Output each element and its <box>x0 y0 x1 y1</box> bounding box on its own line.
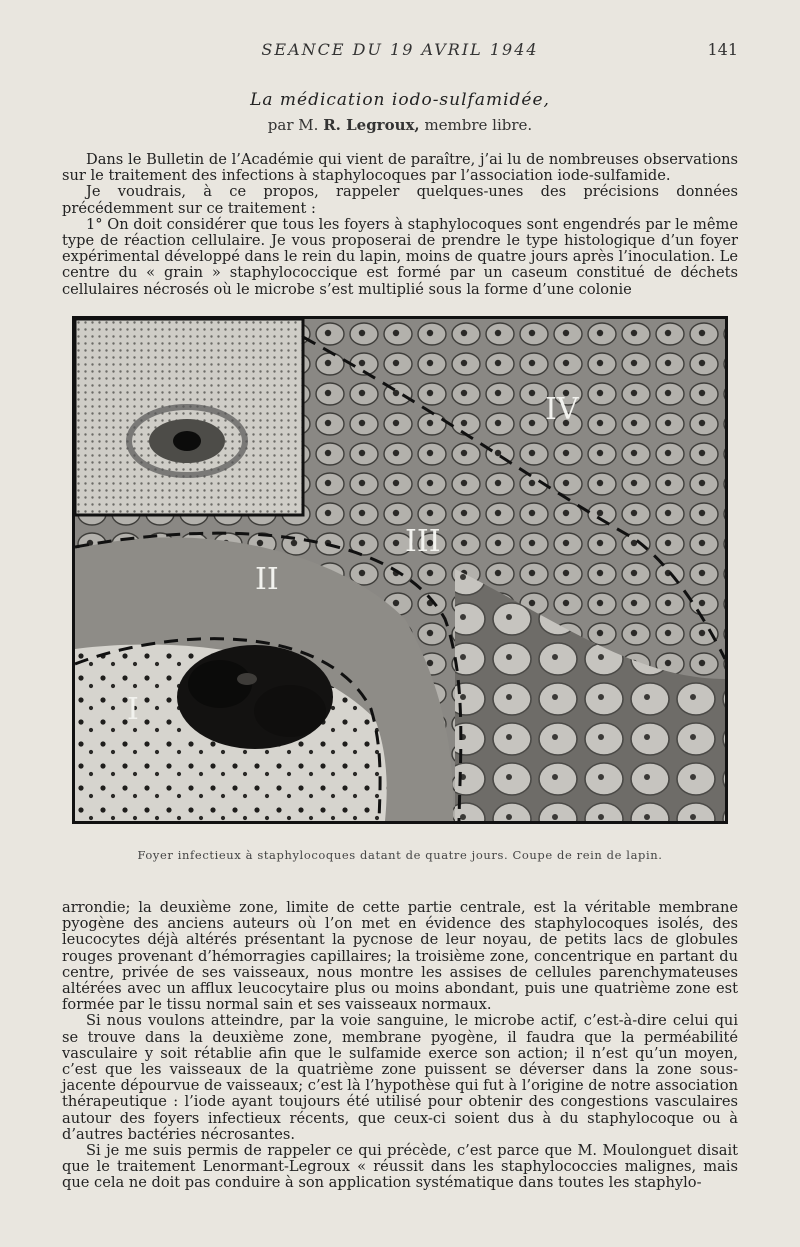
bacterial-colony <box>177 645 333 749</box>
paragraph: Si nous voulons atteindre, par la voie sanguine, le microbe actif, c’est-à-dire celui qui se trouve dans la deuxième zone, membrane pyogène, il faudra que la perméabilité vasculaire y soit rétablie afin que le sulfamide exerce son action; il n’est qu’un moyen, c’est que les vaisseaux de la quatrième zone puissent se déverser dans la zone sous-jacente dépourvue de vaisseaux; c’est là l’hypothèse qui fut à l’origine de notre association thérapeutique : l’iode ayant toujours été utilisé pour obtenir des congestions vasculaires autour des foyers infectieux récents, que ceux-ci soient dus à du staphylocoque ou à d’autres bactéries nécrosantes. <box>62 1012 738 1143</box>
paragraph: Dans le Bulletin de l’Académie qui vient de paraître, j’ai lu de nombreuses observations sur le traitement des infections à staphylocoques par l’association iode-sulfamide. <box>62 151 738 185</box>
figure-caption: Foyer infectieux à staphylocoques datant de quatre jours. Coupe de rein de lapin. <box>137 848 663 862</box>
zone-label-iii: III <box>405 524 441 559</box>
body-text-top <box>62 152 738 298</box>
running-title: SEANCE DU 19 AVRIL 1944 <box>261 40 539 59</box>
article-title: La médication iodo-sulfamidée, <box>250 90 550 110</box>
inset-micrograph <box>75 319 303 515</box>
page-number: 141 <box>707 40 738 59</box>
body-text-bottom <box>62 900 738 1192</box>
byline-suffix: membre libre. <box>424 116 533 134</box>
paragraph: Je voudrais, à ce propos, rappeler quelques-unes des précisions données précédemment sur ce traitement : <box>62 183 738 217</box>
page-header <box>0 40 800 62</box>
paragraph: 1° On doit considérer que tous les foyers à staphylocoques sont engendrés par le même type de réaction cellulaire. Je vous proposerai de prendre le type histologique d’un foyer expérimental développé dans le rein du lapin, moins de quatre jours après l’inoculation. Le centre du « grain » staphylococcique est formé par un caseum constitué de déchets cellulaires nécrosés où le microbe s’est multiplié sous la forme d’une colonie <box>62 215 738 298</box>
zone-label-ii: II <box>255 562 279 597</box>
paragraph: arrondie; la deuxième zone, limite de cette partie centrale, est la véritable membrane pyogène des anciens auteurs où l’on met en évidence des staphylocoques isolés, des leucocytes déjà altérés présentant la pycnose de leur noyau, de petits lacs de globules rouges provenant d’hémorragies capillaires; la troisième zone, concentrique en partant du centre, privée de ses vaisseaux, nous montre les assises de cellules parenchymateuses altérées avec un afflux leucocytaire plus ou moins abondant, puis une quatrième zone est formée par le tissu normal sain et ses vaisseaux normaux. <box>62 899 738 1014</box>
histology-figure <box>72 316 728 824</box>
zone-label-i: I <box>127 692 139 727</box>
histology-micrograph <box>75 319 725 821</box>
byline <box>0 116 800 134</box>
author-name: R. Legroux, <box>323 116 420 134</box>
zone-label-iv: IV <box>545 392 579 427</box>
byline-prefix: par M. <box>267 116 319 134</box>
paragraph: Si je me suis permis de rappeler ce qui précède, c’est parce que M. Moulonguet disait que le traitement Lenormant-Legroux « réussit dans les staphylococcies malignes, mais que cela ne doit pas conduire à son application systématique dans toutes les staphylo- <box>62 1142 738 1192</box>
